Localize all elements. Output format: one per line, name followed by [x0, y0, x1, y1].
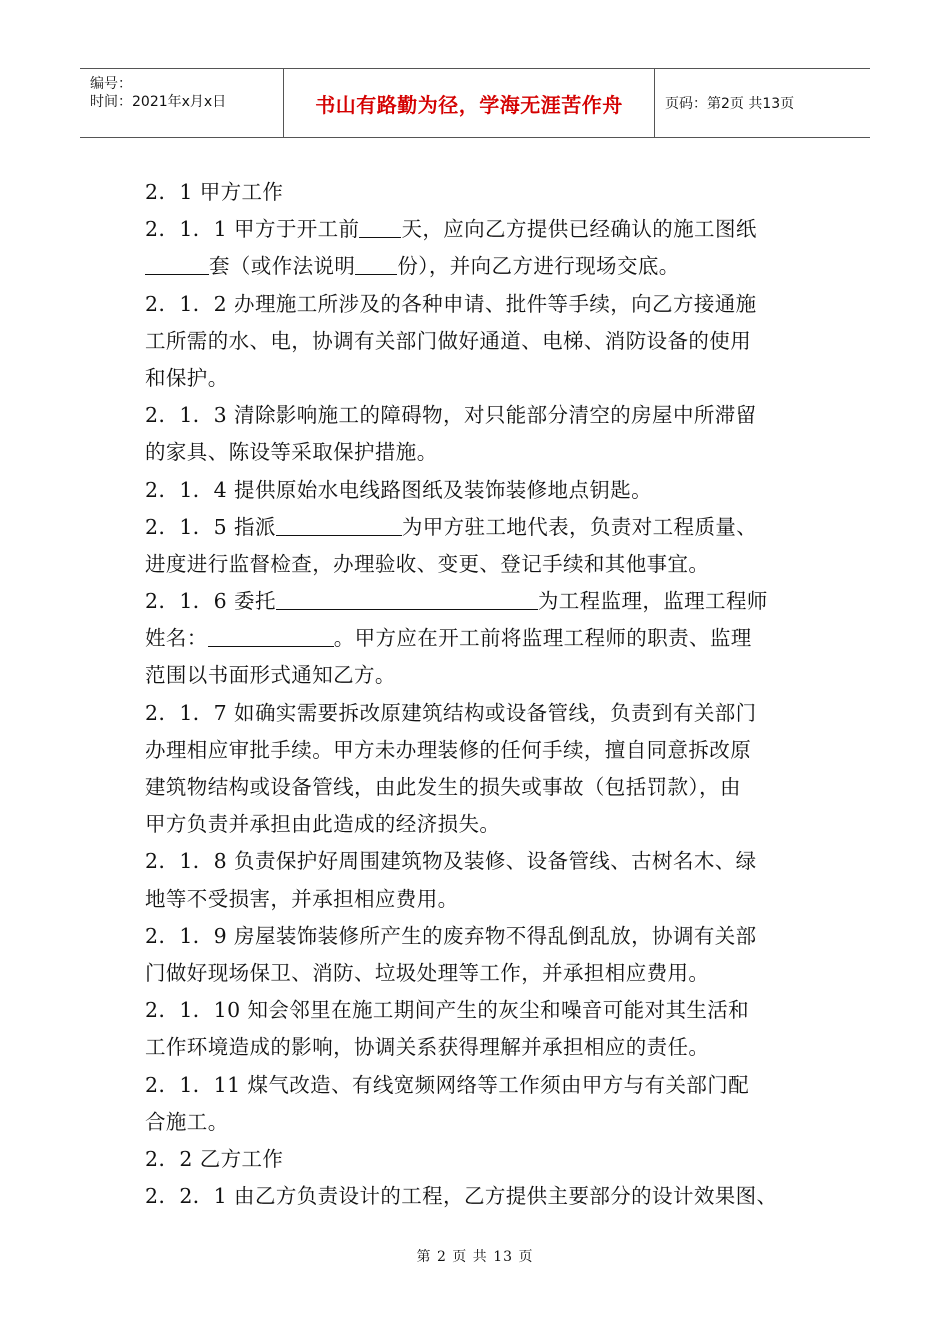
text-line: 工作环境造成的影响，协调关系获得理解并承担相应的责任。 — [145, 1035, 710, 1060]
text-fragment: 天，应向乙方提供已经确认的施工图纸 — [401, 217, 757, 242]
text-line: 建筑物结构或设备管线，由此发生的损失或事故（包括罚款），由 — [145, 775, 741, 799]
text-line: 2．1．4 提供原始水电线路图纸及装饰装修地点钥匙。 — [145, 477, 653, 502]
blank-field — [359, 211, 401, 238]
page-footer: 第 2 页 共 13 页 — [416, 1249, 534, 1265]
section-heading: 2．1 甲方工作 — [145, 180, 284, 204]
text-fragment: 为工程监理，监理工程师 — [537, 589, 768, 614]
text-line: 2．1．9 房屋装饰装修所产生的废弃物不得乱倒乱放，协调有关部 — [145, 923, 757, 948]
text-line: 2．1．10 知会邻里在施工期间产生的灰尘和噪音可能对其生活和 — [145, 998, 750, 1023]
text-line: 范围以书面形式通知乙方。 — [145, 663, 396, 688]
section-heading: 2．2 乙方工作 — [145, 1146, 284, 1171]
text-fragment: 姓名： — [145, 626, 208, 651]
text-line: 办理相应审批手续。甲方未办理装修的任何手续，擅自同意拆改原 — [145, 737, 752, 762]
text-fragment: 。甲方应在开工前将监理工程师的职责、监理 — [333, 626, 752, 651]
blank-field — [276, 583, 538, 610]
text-line — [145, 248, 810, 285]
blank-field — [355, 248, 397, 275]
text-line: 工所需的水、电，协调有关部门做好通道、电梯、消防设备的使用 — [145, 328, 752, 353]
header-page-cell — [655, 69, 870, 137]
document-time: 时间：2021年x月x日 — [90, 94, 227, 110]
text-fragment: 份），并向乙方进行现场交底。 — [397, 254, 680, 279]
header-page-info: 页码：第2页 共13页 — [665, 96, 795, 112]
text-line — [145, 620, 810, 657]
text-fragment: 套（或作法说明 — [209, 254, 356, 279]
blank-field — [145, 248, 209, 275]
header-meta — [80, 69, 284, 137]
text-line: 地等不受损害，并承担相应费用。 — [145, 886, 459, 911]
text-line: 2．1．8 负责保护好周围建筑物及装修、设备管线、古树名木、绿 — [145, 849, 757, 874]
text-fragment: 2．1．5 指派 — [145, 514, 276, 539]
text-fragment: 2．1．1 甲方于开工前 — [145, 217, 360, 242]
page-header — [80, 68, 870, 138]
text-line — [145, 583, 810, 620]
text-line: 进度进行监督检查，办理验收、变更、登记手续和其他事宜。 — [145, 551, 710, 576]
text-line — [145, 211, 810, 248]
text-fragment: 为甲方驻工地代表，负责对工程质量、 — [401, 514, 758, 539]
blank-field — [208, 620, 334, 647]
document-number: 编号： — [90, 76, 132, 92]
text-line: 和保护。 — [145, 365, 229, 390]
text-line: 2．1．2 办理施工所涉及的各种申请、批件等手续，向乙方接通施 — [145, 291, 757, 316]
blank-field — [276, 509, 402, 536]
header-motto: 书山有路勤为径，学海无涯苦作舟 — [315, 92, 623, 117]
header-motto-cell — [284, 69, 655, 137]
document-body — [145, 174, 810, 1215]
text-line — [145, 509, 810, 546]
text-line: 门做好现场保卫、消防、垃圾处理等工作，并承担相应费用。 — [145, 960, 710, 985]
text-line: 的家具、陈设等采取保护措施。 — [145, 440, 438, 465]
text-line: 2．2．1 由乙方负责设计的工程，乙方提供主要部分的设计效果图、 — [145, 1184, 778, 1209]
text-line: 2．1．11 煤气改造、有线宽频网络等工作须由甲方与有关部门配 — [145, 1072, 750, 1097]
text-line: 2．1．7 如确实需要拆改原建筑结构或设备管线，负责到有关部门 — [145, 700, 757, 725]
text-line: 甲方负责并承担由此造成的经济损失。 — [145, 812, 501, 837]
text-fragment: 2．1．6 委托 — [145, 589, 276, 614]
text-line: 合施工。 — [145, 1109, 229, 1134]
text-line: 2．1．3 清除影响施工的障碍物，对只能部分清空的房屋中所滞留 — [145, 403, 757, 428]
